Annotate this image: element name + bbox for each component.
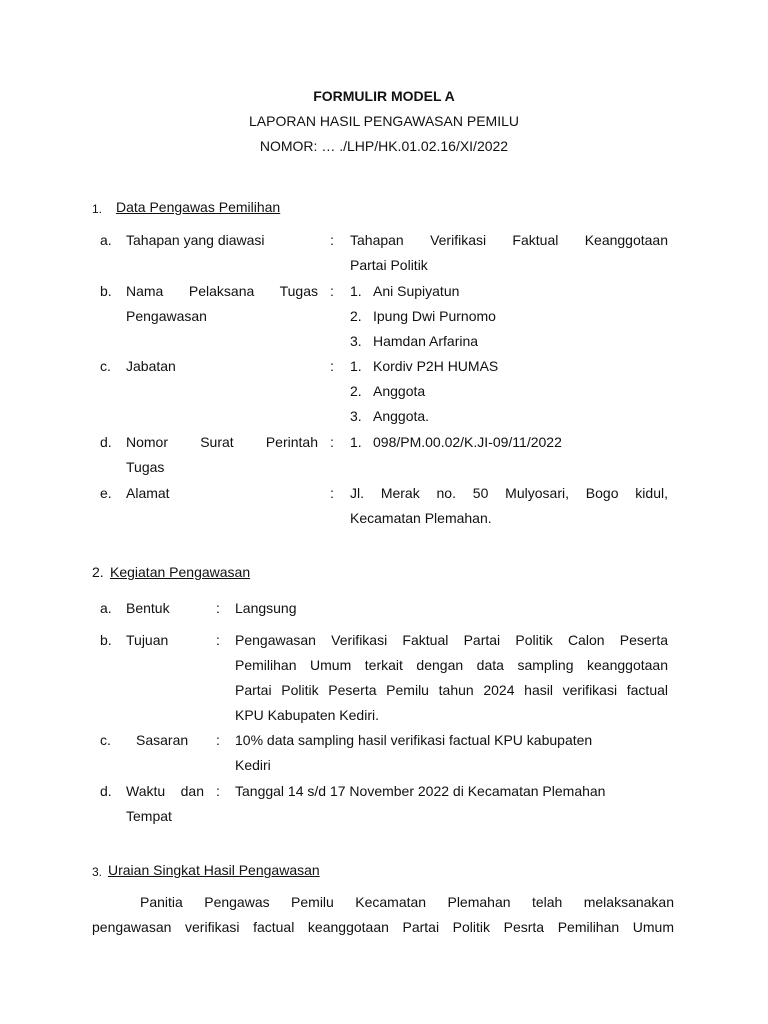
s1-row-b-label-line2: Pengawasan (126, 308, 207, 324)
s2-row-b-value-line1: Pengawasan Verifikasi Faktual Partai Politik Calon Peserta (235, 632, 668, 648)
s1-row-a-colon: : (330, 232, 334, 248)
s2-row-a-value: Langsung (235, 600, 297, 616)
s1-row-b-letter: b. (100, 283, 112, 299)
s1-row-b-item3-text: Hamdan Arfarina (373, 333, 479, 349)
s2-row-a-label: Bentuk (126, 600, 170, 616)
s1-row-e-value-line2: Kecamatan Plemahan. (350, 510, 492, 526)
s2-row-d-label-line2: Tempat (126, 808, 172, 824)
s1-row-c-item1-num: 1. (350, 358, 362, 374)
s1-row-e-label: Alamat (126, 485, 170, 501)
s1-row-b-item3-num: 3. (350, 333, 362, 349)
s1-row-d-colon: : (330, 434, 334, 450)
s2-row-c-value-line2: Kediri (235, 757, 271, 773)
section2-heading: Kegiatan Pengawasan (110, 564, 251, 580)
s2-row-a-letter: a. (100, 600, 112, 616)
s1-row-a-label: Tahapan yang diawasi (126, 232, 265, 248)
form-title: FORMULIR MODEL A (313, 88, 455, 104)
s1-row-d-letter: d. (100, 434, 112, 450)
s1-row-c-item1-text: Kordiv P2H HUMAS (373, 358, 499, 374)
section3-number: 3. (92, 865, 103, 879)
s2-row-b-letter: b. (100, 632, 112, 648)
s2-row-c-label: Sasaran (136, 732, 189, 748)
s1-row-e-letter: e. (100, 485, 112, 501)
s2-row-d-colon: : (216, 783, 220, 799)
section2-number: 2. (92, 564, 104, 580)
s1-row-c-item3-num: 3. (350, 408, 362, 424)
s2-row-b-value-line3: Partai Politik Peserta Pemilu tahun 2024 hasil verifikasi factual (235, 682, 668, 698)
s1-row-d-item1-num: 1. (350, 434, 362, 450)
s1-row-b-item2-num: 2. (350, 308, 362, 324)
s1-row-c-item3-text: Anggota. (373, 408, 430, 424)
section3-heading: Uraian Singkat Hasil Pengawasan (108, 862, 320, 878)
s1-row-d-item1-text: 098/PM.00.02/K.JI-09/11/2022 (373, 434, 562, 450)
s1-row-c-letter: c. (100, 358, 111, 374)
s1-row-c-item2-text: Anggota (373, 383, 426, 399)
s1-row-e-value-line1: Jl. Merak no. 50 Mulyosari, Bogo kidul, (350, 485, 668, 501)
s1-row-d-label-line1: Nomor Surat Perintah (126, 434, 318, 450)
s2-row-b-colon: : (216, 632, 220, 648)
section1-heading: Data Pengawas Pemilihan (116, 199, 281, 215)
s1-row-b-item1-num: 1. (350, 283, 362, 299)
s2-row-d-value: Tanggal 14 s/d 17 November 2022 di Kecamatan Plemahan (235, 783, 606, 799)
s2-row-b-value-line2: Pemilihan Umum terkait dengan data sampling keanggotaan (235, 657, 668, 673)
s1-row-b-item1-text: Ani Supiyatun (373, 283, 460, 299)
s2-row-b-label: Tujuan (126, 632, 169, 648)
s2-row-c-value-line1: 10% data sampling hasil verifikasi factual KPU kabupaten (235, 732, 593, 748)
s2-row-c-colon: : (216, 732, 220, 748)
s1-row-c-label: Jabatan (126, 358, 176, 374)
report-number: NOMOR: … ./LHP/HK.01.02.16/XI/2022 (259, 138, 509, 154)
section1-number: 1. (92, 202, 103, 216)
s2-row-a-colon: : (216, 600, 220, 616)
s1-row-c-item2-num: 2. (350, 383, 362, 399)
s2-row-d-label-line1: Waktu dan (126, 783, 204, 799)
s2-row-c-letter: c. (100, 732, 111, 748)
s2-row-d-letter: d. (100, 783, 112, 799)
s1-row-c-colon: : (330, 358, 334, 374)
s3-paragraph-line2: pengawasan verifikasi factual keanggotaan Partai Politik Pesrta Pemilihan Umum (92, 919, 674, 935)
report-subtitle: LAPORAN HASIL PENGAWASAN PEMILU (249, 113, 519, 129)
s1-row-a-value-line2: Partai Politik (350, 257, 428, 273)
s1-row-a-letter: a. (100, 232, 112, 248)
s2-row-b-value-line4: KPU Kabupaten Kediri. (235, 707, 379, 723)
s1-row-b-colon: : (330, 283, 334, 299)
s1-row-d-label-line2: Tugas (126, 459, 165, 475)
s1-row-e-colon: : (330, 485, 334, 501)
s1-row-b-label-line1: Nama Pelaksana Tugas (126, 283, 318, 299)
s1-row-a-value-line1: Tahapan Verifikasi Faktual Keanggotaan (350, 232, 668, 248)
s3-paragraph-line1: Panitia Pengawas Pemilu Kecamatan Plemahan telah melaksanakan (140, 894, 674, 910)
s1-row-b-item2-text: Ipung Dwi Purnomo (373, 308, 496, 324)
